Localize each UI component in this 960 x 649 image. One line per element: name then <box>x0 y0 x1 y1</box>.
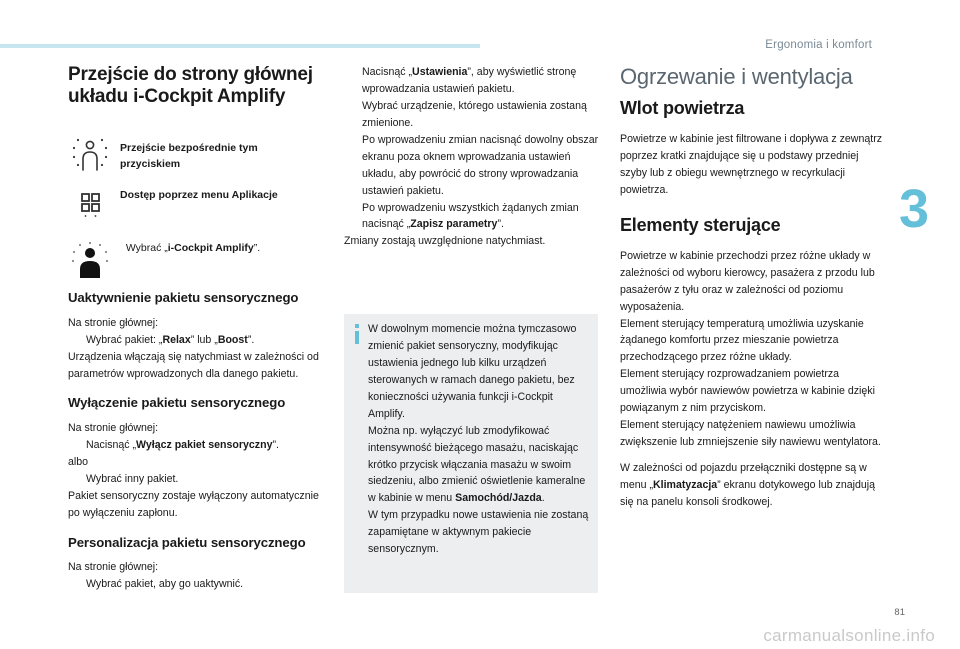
page-number: 81 <box>894 607 905 618</box>
paragraph: W tym przypadku nowe ustawienia nie zostaną zapamiętane w aktywnym pakiecie sensorycznym. <box>368 509 589 556</box>
bullet-item: Po wprowadzeniu zmian nacisnąć dowolny obszar ekranu poza oknem wprowadzania ustawień układu, aby powrócić do strony wprowadzania ustawień pakietu. <box>362 133 599 197</box>
icon-row-text: Przejście bezpośrednie tym przyciskiem <box>120 141 258 171</box>
section-header: Ergonomia i komfort <box>765 39 872 51</box>
paragraph: Na stronie głównej: <box>68 316 159 329</box>
bullet-item: Nacisnąć „Ustawienia”, aby wyświetlić stronę wprowadzania ustawień pakietu. <box>362 66 577 95</box>
person-outline-icon <box>68 132 112 176</box>
icon-row-button <box>68 132 333 176</box>
section-body <box>68 315 333 383</box>
bullet-item: Wybrać inny pakiet. <box>86 473 179 486</box>
info-text <box>368 321 592 558</box>
paragraph: albo <box>68 456 89 469</box>
icon-row-text: Wybrać „i-Cockpit Amplify”. <box>125 241 261 254</box>
watermark: carmanualsonline.info <box>763 626 935 645</box>
section-body <box>68 420 333 522</box>
section-heading: Elementy sterujące <box>620 214 781 235</box>
apps-grid-icon <box>68 186 112 230</box>
info-icon <box>349 322 365 346</box>
paragraph: Można np. wyłączyć lub zmodyfikować intensywność bieżącego masażu, naciskając krótko przycisk włączania masażu w swoim siedzeniu, albo zmienić oświetlenie kameralne w kabinie w menu Samochód/Jazda. <box>368 424 586 505</box>
section-heading: Wlot powietrza <box>620 98 745 118</box>
paragraph: Na stronie głównej: <box>68 561 159 574</box>
column-right <box>620 64 882 511</box>
bullet-item: Wybrać pakiet, aby go uaktywnić. <box>86 578 244 590</box>
header-bar <box>0 44 480 48</box>
paragraph: Urządzenia włączają się natychmiast w zależności od parametrów wprowadzonych dla danego pakietu. <box>68 350 319 380</box>
title-line-1: Przejście do strony głównej <box>68 64 313 85</box>
paragraph: Element sterujący temperaturą umożliwia uzyskanie żądanego komfortu przez mieszanie powietrza przechodzącego przez różne układy. <box>620 317 864 364</box>
chapter-title: Ogrzewanie i wentylacja <box>620 64 853 89</box>
bullet-item: Po wprowadzeniu wszystkich żądanych zmian nacisnąć „Zapisz parametry”. <box>362 201 579 231</box>
icon-row-amplify <box>68 238 333 282</box>
column-middle <box>344 64 600 250</box>
section-heading: Personalizacja pakietu sensorycznego <box>68 535 306 551</box>
chapter-number: 3 <box>899 179 930 239</box>
paragraph: Pakiet sensoryczny zostaje wyłączony automatycznie po wyłączeniu zapłonu. <box>68 490 319 520</box>
paragraph: Zmiany zostają uwzględnione natychmiast. <box>344 235 546 248</box>
column-left <box>68 64 333 593</box>
bullet-item: Nacisnąć „Wyłącz pakiet sensoryczny”. <box>86 439 279 452</box>
bullet-item: Wybrać urządzenie, którego ustawienia zostaną zmienione. <box>362 99 587 129</box>
title-line-2: układu i-Cockpit Amplify <box>68 85 286 107</box>
paragraph: Element sterujący rozprowadzaniem powietrza umożliwia wybór nawiewów powietrza w kabinie dzięki powiązanym z nim przyciskom. <box>620 368 875 415</box>
section-heading: Wyłączenie pakietu sensorycznego <box>68 395 286 411</box>
paragraph: W dowolnym momencie można tymczasowo zmienić pakiet sensoryczny, modyfikując ustawienia jednego lub kilku urządzeń sterowanych w ramach danego pakietu, bez konieczności używania funkcji i-Cockpit Amplify. <box>368 323 577 420</box>
person-solid-icon <box>68 238 112 282</box>
paragraph: Powietrze w kabinie przechodzi przez różne układy w zależności od wyboru kierowcy, pasażera z przodu lub pasażerów z tyłu oraz w zależności od poziomu wyposażenia. <box>620 249 875 313</box>
paragraph: Na stronie głównej: <box>68 422 159 435</box>
section-heading: Uaktywnienie pakietu sensorycznego <box>68 289 299 305</box>
paragraph: Element sterujący natężeniem nawiewu umożliwia zwiększenie lub zmniejszenie siły nawiewu wentylatora. <box>620 419 881 449</box>
section-body <box>68 559 333 593</box>
info-box <box>344 314 598 593</box>
page-title <box>68 64 333 108</box>
bullet-item: Wybrać pakiet: „Relax” lub „Boost”. <box>86 333 255 346</box>
paragraph: Powietrze w kabinie jest filtrowane i dopływa z zewnątrz poprzez kratki znajdujące się u podstawy przedniej szyby lub z obiegu wewnętrznego w recyrkulacji powietrza. <box>620 133 883 196</box>
paragraph: W zależności od pojazdu przełączniki dostępne są w menu „Klimatyzacja” ekranu dotykowego lub znajdują się na panelu konsoli środkowej. <box>620 462 876 508</box>
icon-row-apps <box>68 186 333 230</box>
icon-row-text: Dostęp poprzez menu Aplikacje <box>120 188 278 201</box>
